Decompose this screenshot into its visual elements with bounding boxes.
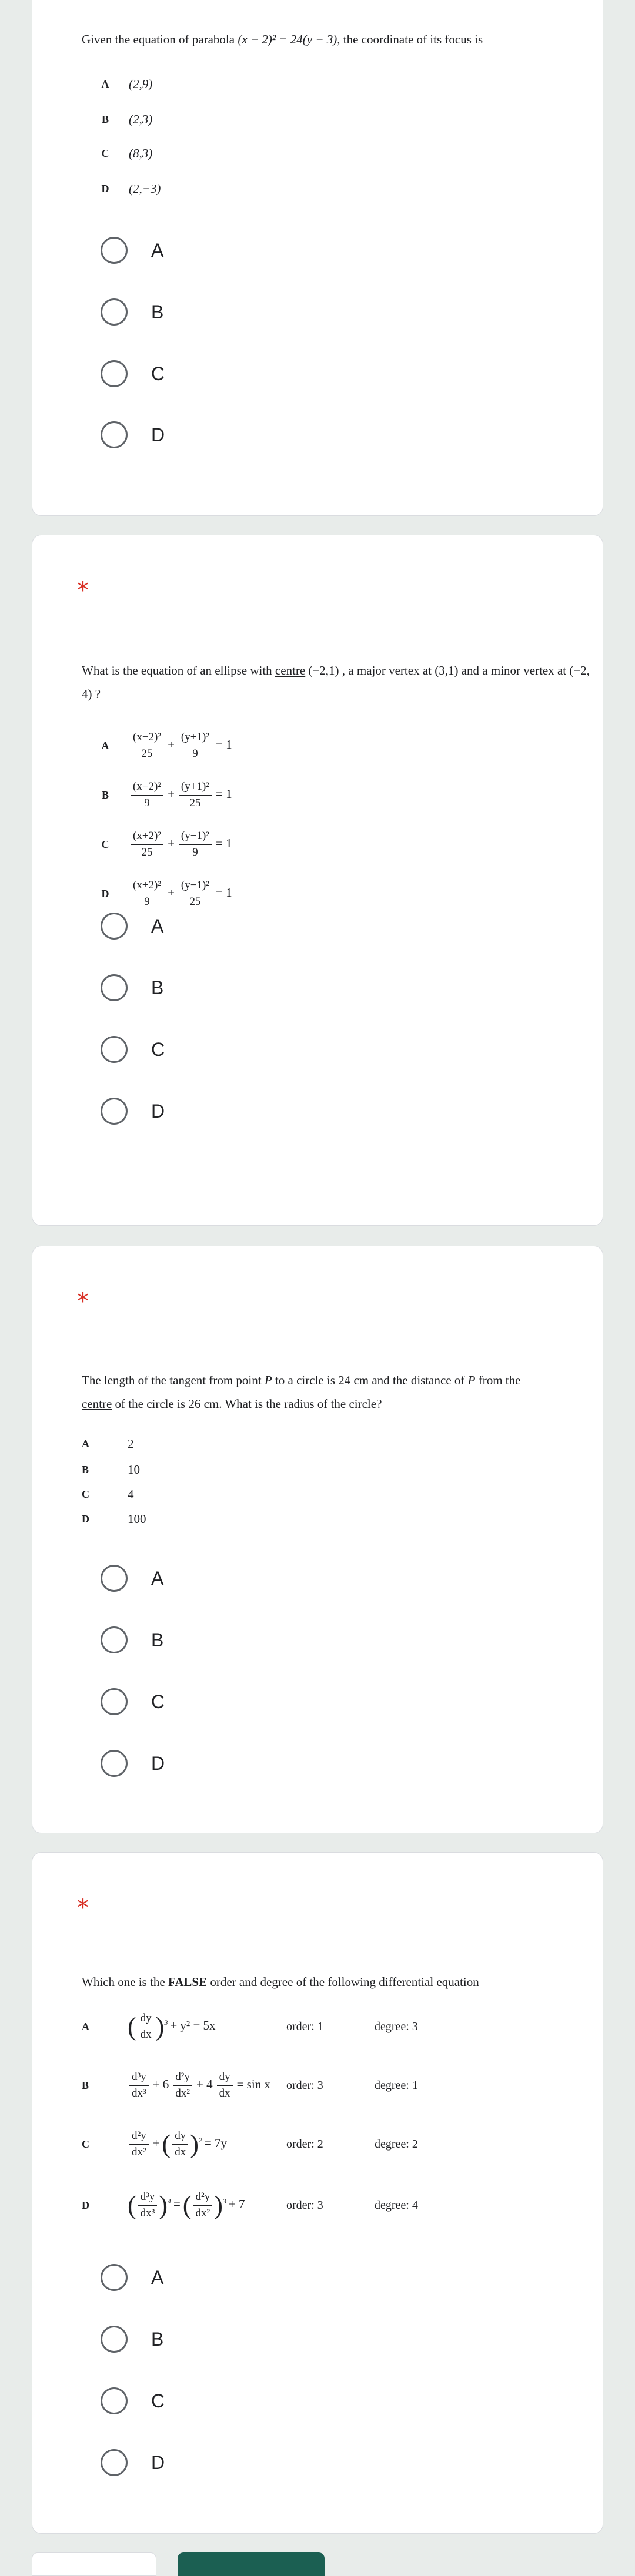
option-letter: B (82, 1464, 89, 1475)
required-asterisk: * (77, 1288, 89, 1315)
question-text (82, 28, 599, 51)
option-row-a (82, 77, 152, 92)
option-row-c (82, 2130, 463, 2159)
differential-equation-b: $\frac{\text{d³y}}{\text{dx³}}$ + 6 $\frac{\text{d²y}}{\text{dx²}}$ + 4 $\frac{dy}{dx}$ = sin x (128, 2071, 286, 2100)
radio-option-a[interactable] (101, 913, 163, 940)
option-row-b (82, 112, 152, 127)
degree-label: degree: 3 (375, 2020, 418, 2033)
option-letter: A (82, 1438, 89, 1450)
parabola-equation: (x − 2)² = 24(y − 3) (238, 32, 337, 46)
option-row-c (82, 1487, 134, 1502)
option-row-c (82, 830, 235, 859)
option-row-b (82, 2071, 463, 2100)
question-text-part: What is the equation of an ellipse with (82, 663, 275, 677)
radio-label: D (151, 2451, 165, 2473)
differential-equation-a: ( $\frac{dy}{dx}$ )$^3$ + y² = 5x (128, 2012, 216, 2041)
option-letter: A (101, 78, 109, 90)
option-row-d (82, 880, 235, 908)
question-text (82, 1970, 611, 1994)
option-letter: B (101, 113, 109, 125)
radio-option-c[interactable] (101, 1688, 165, 1715)
radio-label: B (151, 1629, 164, 1651)
radio-button[interactable] (101, 913, 128, 940)
radio-option-b[interactable] (101, 298, 163, 326)
question-text-part: Given the equation of parabola (82, 32, 238, 46)
option-row-a (82, 2012, 463, 2041)
option-row-b (82, 781, 235, 810)
radio-label: C (151, 1038, 165, 1060)
radio-label: B (151, 977, 164, 998)
radio-label: A (151, 239, 164, 261)
option-letter: B (101, 789, 109, 801)
radio-label: A (151, 2266, 164, 2288)
required-asterisk: * (77, 1894, 89, 1921)
radio-label: D (151, 424, 165, 445)
option-row-d (82, 1512, 146, 1527)
radio-label: C (151, 1690, 165, 1712)
radio-button[interactable] (101, 2326, 128, 2353)
radio-option-b[interactable] (101, 974, 163, 1001)
centre-word: centre (275, 663, 306, 677)
radio-button[interactable] (101, 2387, 128, 2414)
back-button[interactable] (32, 2552, 156, 2576)
ellipse-equation: $\frac{\text{(x−2)²}}{25}$ + $\frac{\text{(y+1)²}}{9}$ = 1 (129, 732, 235, 760)
option-letter: D (82, 2199, 89, 2211)
order-label: order: 3 (286, 2198, 323, 2212)
radio-label: D (151, 1752, 165, 1774)
question-text-part: from the (475, 1373, 521, 1387)
radio-button[interactable] (101, 1626, 128, 1653)
radio-option-d[interactable] (101, 421, 165, 448)
option-letter: C (82, 2138, 89, 2150)
option-letter: A (82, 2020, 89, 2032)
option-row-a (82, 1437, 134, 1451)
radio-label: B (151, 301, 164, 323)
option-value: (2,3) (129, 112, 153, 126)
radio-label: B (151, 2328, 164, 2350)
question-text-part: The length of the tangent from point (82, 1373, 265, 1387)
option-value: (2,9) (129, 77, 153, 91)
ellipse-equation: $\frac{\text{(x−2)²}}{9}$ + $\frac{\text{(y+1)²}}{25}$ = 1 (129, 781, 235, 810)
required-asterisk: * (77, 577, 89, 604)
option-letter: D (101, 183, 109, 194)
radio-button[interactable] (101, 298, 128, 326)
radio-label: D (151, 1100, 165, 1122)
point-symbol: P (264, 1373, 272, 1387)
differential-equation-c: $\frac{\text{d²y}}{\text{dx²}}$ +( $\frac{dy}{dx}$ )$^2$ = 7y (128, 2130, 286, 2159)
ellipse-equation: $\frac{\text{(x+2)²}}{9}$ + $\frac{\text{(y−1)²}}{25}$ = 1 (129, 880, 235, 908)
radio-button[interactable] (101, 2264, 128, 2291)
option-row-d (82, 182, 161, 196)
question-text-part: (−2,1) , a major vertex at (3,1) and a minor vertex at (−2, 4) ? (82, 663, 590, 701)
option-letter: B (82, 2079, 89, 2091)
order-label: order: 3 (286, 2078, 323, 2092)
option-value: 2 (128, 1437, 134, 1451)
radio-button[interactable] (101, 2449, 128, 2476)
radio-option-c[interactable] (101, 360, 165, 387)
differential-equation-d: ( $\frac{\text{d³y}}{\text{dx³}}$ )$^4$ =( $\frac{\text{d²y}}{\text{dx²}}$ )$^3$ + 7 (128, 2191, 245, 2220)
option-row-d (82, 2191, 463, 2220)
radio-option-b[interactable] (101, 1626, 163, 1653)
next-button[interactable] (178, 2552, 325, 2576)
option-row-b (82, 1463, 140, 1477)
degree-label: degree: 1 (375, 2078, 418, 2092)
order-label: order: 2 (286, 2137, 323, 2151)
radio-button[interactable] (101, 237, 128, 264)
option-letter: C (101, 838, 109, 850)
question-text-part: Which one is the (82, 1975, 168, 1989)
radio-label: C (151, 363, 165, 384)
radio-option-a[interactable] (101, 1565, 163, 1592)
question-text-part: to a circle is 24 cm and the distance of (272, 1373, 468, 1387)
radio-option-c[interactable] (101, 1036, 165, 1063)
radio-option-a[interactable] (101, 237, 163, 264)
option-value: 10 (128, 1463, 140, 1477)
radio-button[interactable] (101, 974, 128, 1001)
centre-word: centre (82, 1397, 112, 1411)
false-word: FALSE (168, 1975, 208, 1989)
option-letter: C (82, 1488, 89, 1500)
option-value: 4 (128, 1487, 134, 1501)
question-card-4 (32, 1852, 603, 2534)
ellipse-equation: $\frac{\text{(x+2)²}}{25}$ + $\frac{\text{(y−1)²}}{9}$ = 1 (129, 830, 235, 859)
radio-label: A (151, 915, 164, 937)
question-card-3 (32, 1246, 603, 1833)
option-value: (2,−3) (129, 182, 161, 196)
radio-option-b[interactable] (101, 2326, 163, 2353)
question-card-2 (32, 535, 603, 1226)
radio-label: C (151, 2390, 165, 2411)
question-text-part: of the circle is 26 cm. What is the radius of the circle? (112, 1397, 382, 1411)
question-card-1 (32, 0, 603, 516)
question-text (82, 659, 599, 706)
radio-label: A (151, 1567, 164, 1589)
degree-label: degree: 2 (375, 2137, 418, 2151)
option-letter: D (101, 887, 109, 900)
radio-button[interactable] (101, 1036, 128, 1063)
radio-option-d[interactable] (101, 2449, 165, 2476)
radio-button[interactable] (101, 1098, 128, 1125)
option-letter: A (101, 739, 109, 752)
radio-button[interactable] (101, 1688, 128, 1715)
radio-option-d[interactable] (101, 1750, 165, 1777)
order-label: order: 1 (286, 2020, 323, 2033)
radio-option-d[interactable] (101, 1098, 165, 1125)
radio-button[interactable] (101, 360, 128, 387)
point-symbol: P (467, 1373, 476, 1387)
radio-option-a[interactable] (101, 2264, 163, 2291)
option-letter: C (101, 147, 109, 159)
option-row-c (82, 146, 152, 161)
radio-button[interactable] (101, 1565, 128, 1592)
option-value: (8,3) (129, 146, 153, 160)
radio-option-c[interactable] (101, 2387, 165, 2414)
question-text-part: , the coordinate of its focus is (337, 32, 483, 46)
option-letter: D (82, 1513, 89, 1525)
radio-button[interactable] (101, 1750, 128, 1777)
question-text (82, 1368, 599, 1416)
option-value: 100 (128, 1512, 146, 1526)
radio-button[interactable] (101, 421, 128, 448)
degree-label: degree: 4 (375, 2198, 418, 2212)
question-text-part: order and degree of the following differential equation (207, 1975, 479, 1989)
option-row-a (82, 732, 235, 760)
